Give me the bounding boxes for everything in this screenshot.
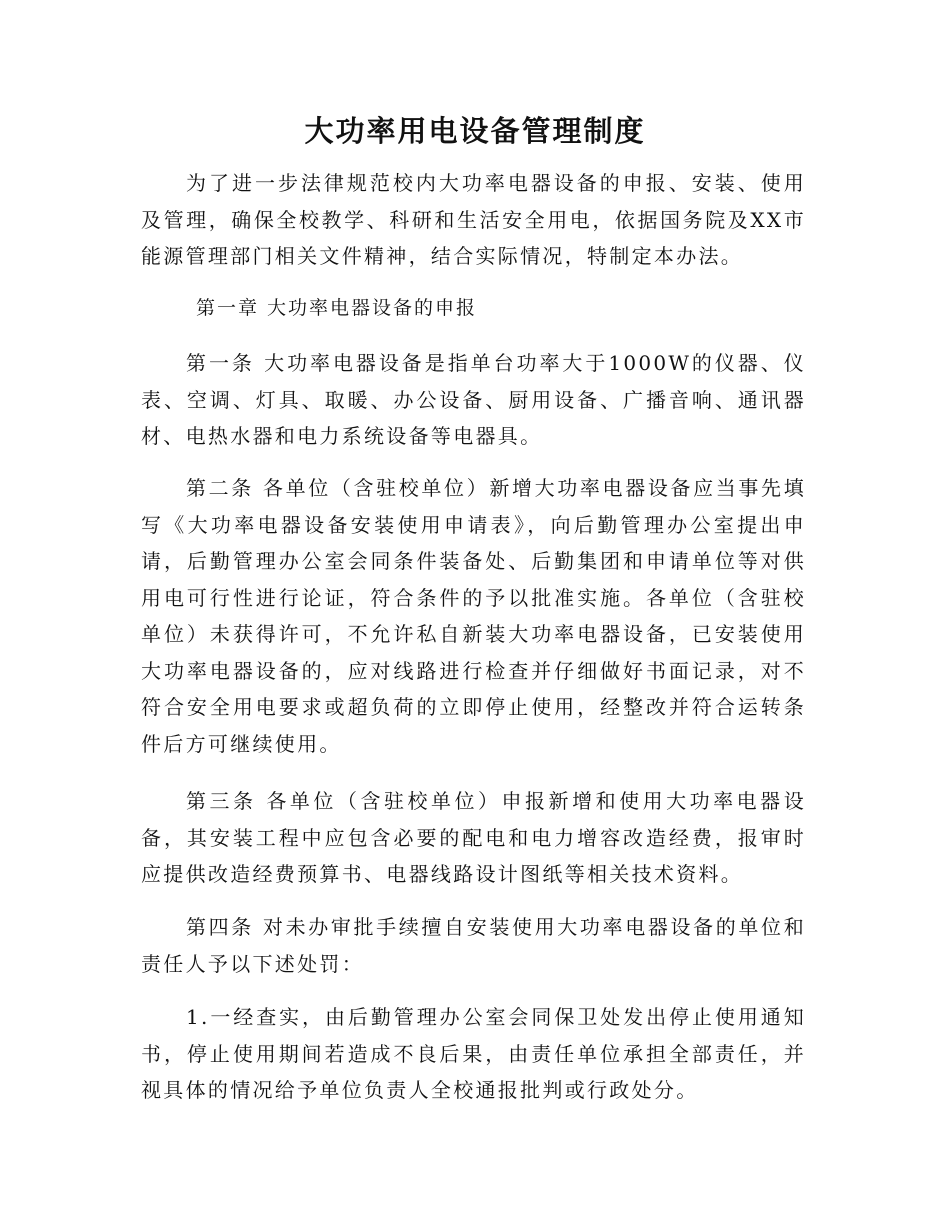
document-title: 大功率用电设备管理制度 [304,114,646,148]
article-3-paragraph: 第三条 各单位（含驻校单位）申报新增和使用大功率电器设备，其安装工程中应包含必要的配电和电力增容改造经费，报审时应提供改造经费预算书、电器线路设计图纸等相关技术资料。 [141,789,806,886]
chapter-1-heading: 第一章 大功率电器设备的申报 [196,297,478,319]
article-4-item-1: 1.一经查实，由后勤管理办公室会同保卫处发出停止使用通知书，停止使用期间若造成不良后果，由责任单位承担全部责任，并视具体的情况给予单位负责人全校通报批判或行政处分。 [141,1005,806,1102]
article-2-paragraph: 第二条 各单位（含驻校单位）新增大功率电器设备应当事先填写《大功率电器设备安装使用申请表》，向后勤管理办公室提出申请，后勤管理办公室会同条件装备处、后勤集团和申请单位等对供用电可行性进行论证，符合条件的予以批准实施。各单位（含驻校单位）未获得许可，不允许私自新装大功率电器设备，已安装使用大功率电器设备的，应对线路进行检查并仔细做好书面记录，对不符合安全用电要求或超负荷的立即停止使用，经整改并符合运转条件后方可继续使用。 [141,476,806,756]
article-1-paragraph: 第一条 大功率电器设备是指单台功率大于1000W的仪器、仪表、空调、灯具、取暖、办公设备、厨用设备、广播音响、通讯器材、电热水器和电力系统设备等电器具。 [141,351,806,448]
article-4-paragraph: 第四条 对未办审批手续擅自安装使用大功率电器设备的单位和责任人予以下述处罚： [141,915,806,976]
intro-paragraph: 为了进一步法律规范校内大功率电器设备的申报、安装、使用及管理，确保全校教学、科研和生活安全用电，依据国务院及XX市能源管理部门相关文件精神，结合实际情况，特制定本办法。 [141,171,806,268]
